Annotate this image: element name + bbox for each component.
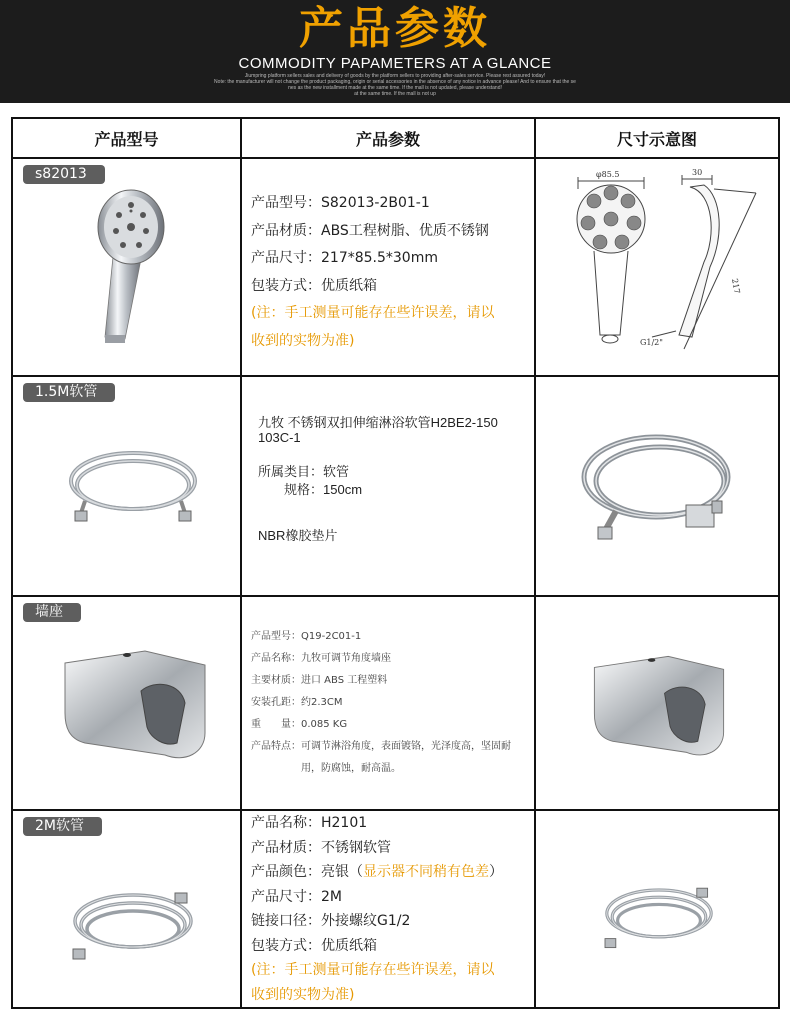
param-note: 收到的实物为准) xyxy=(251,332,355,349)
diagram-cell xyxy=(535,158,779,376)
params-cell xyxy=(241,376,535,596)
param-line: 产品型号：Q19-2C01-1 xyxy=(251,631,362,642)
param-color-note: 显示器不同稍有色差 xyxy=(363,864,489,880)
param-color-prefix: 产品颜色：亮银（ xyxy=(251,864,363,880)
param-line: 产品材质：ABS工程树脂、优质不锈钢 xyxy=(251,222,489,239)
product-cell xyxy=(12,376,241,596)
param-line: 产品名称：九牧可调节角度墙座 xyxy=(251,653,391,664)
param-line: 安装孔距：约2.3CM xyxy=(251,697,343,708)
diagram-cell xyxy=(535,810,779,1008)
param-line: 链接口径：外接螺纹G1/2 xyxy=(251,913,411,929)
diagram-label-thread: G1/2" xyxy=(640,338,663,347)
param-line: 产品名称：H2101 xyxy=(251,815,368,831)
header-model: 产品型号 xyxy=(12,118,241,158)
hose-diagram-image xyxy=(576,427,746,547)
param-note: 收到的实物为准) xyxy=(251,986,355,1003)
param-line: 包装方式：优质纸箱 xyxy=(251,277,377,294)
table-row xyxy=(12,158,779,376)
hose-title-line: 九牧 不锈钢双扣伸缩淋浴软管H2BE2-150 xyxy=(258,415,498,430)
dimension-diagram xyxy=(544,167,772,367)
param-color-line xyxy=(251,860,534,885)
param-line: 用，防腐蚀，耐高温。 xyxy=(251,763,401,774)
product-tag: 墙座 xyxy=(23,603,81,622)
diagram-cell xyxy=(535,376,779,596)
params-list xyxy=(242,811,534,1007)
param-line: 重 量：0.085 KG xyxy=(251,719,348,730)
params-list xyxy=(242,597,534,780)
param-line: 产品型号：S82013-2B01-1 xyxy=(251,195,430,211)
wall-seat-diagram-image xyxy=(584,649,734,769)
spec-table xyxy=(11,117,780,1009)
product-tag: 1.5M软管 xyxy=(23,383,115,402)
params-cell xyxy=(241,158,535,376)
params-cell xyxy=(241,810,535,1008)
diagram-label-diameter: φ85.5 xyxy=(596,170,620,179)
hose-title xyxy=(258,415,498,445)
fine-print-line: Jiumpring platform sellers sales and delivery of goods by the platform sellers to providing after-sales service. Please rest assured today! xyxy=(244,73,546,79)
product-cell xyxy=(12,810,241,1008)
hose-2m-diagram-image xyxy=(594,881,724,971)
product-tag: 2M软管 xyxy=(23,817,102,836)
param-line: 主要材质：进口 ABS 工程塑料 xyxy=(251,675,388,686)
hose-spec: 规格：150cm xyxy=(284,482,363,497)
fine-print-line: at the same time. If the mall is not up xyxy=(354,91,436,97)
hose-gasket: NBR橡胶垫片 xyxy=(258,528,338,543)
table-header-row xyxy=(12,118,779,158)
param-line: 包装方式：优质纸箱 xyxy=(251,937,377,954)
table-row xyxy=(12,376,779,596)
header-params: 产品参数 xyxy=(241,118,535,158)
param-line: 产品尺寸：217*85.5*30mm xyxy=(251,250,438,266)
hose-title-line: 103C-1 xyxy=(258,430,301,445)
header-diagram: 尺寸示意图 xyxy=(535,118,779,158)
params-list xyxy=(242,159,534,355)
hose-2m-image xyxy=(63,885,203,985)
diagram-label-thickness: 30 xyxy=(692,168,703,177)
hose-category: 所属类目：软管 xyxy=(258,464,350,479)
header-banner xyxy=(0,0,790,103)
table-row xyxy=(12,810,779,1008)
hose-image xyxy=(63,447,203,547)
product-cell xyxy=(12,596,241,810)
fine-print-line: Note: the manufacturer will not change the product packaging, origin or serial accessories in the absence of any notice in advance please! And to ensure that the se xyxy=(214,79,576,85)
spec-sheet xyxy=(0,103,790,1012)
product-tag: s82013 xyxy=(23,165,105,184)
page-subtitle: COMMODITY PAPAMETERS AT A GLANCE xyxy=(238,55,552,72)
wall-seat-image xyxy=(55,643,215,773)
diagram-cell xyxy=(535,596,779,810)
page-title: 产品参数 xyxy=(299,3,491,54)
product-cell xyxy=(12,158,241,376)
param-note: (注：手工测量可能存在些许误差，请以 xyxy=(251,962,495,978)
param-note: (注：手工测量可能存在些许误差，请以 xyxy=(251,305,495,321)
table-row xyxy=(12,596,779,810)
param-line: 产品尺寸：2M xyxy=(251,888,342,905)
fine-print-line: nes as the new installment made at the same time. If the mall is not updated, please understand! xyxy=(288,85,502,91)
param-line: 产品特点：可调节淋浴角度，表面镀铬，光泽度高，坚固耐 xyxy=(251,741,511,752)
param-color-suffix: ） xyxy=(489,864,503,880)
params-cell xyxy=(241,596,535,810)
shower-head-image xyxy=(83,187,173,347)
diagram-label-length: 217 xyxy=(730,277,742,295)
param-line: 产品材质：不锈钢软管 xyxy=(251,839,391,856)
